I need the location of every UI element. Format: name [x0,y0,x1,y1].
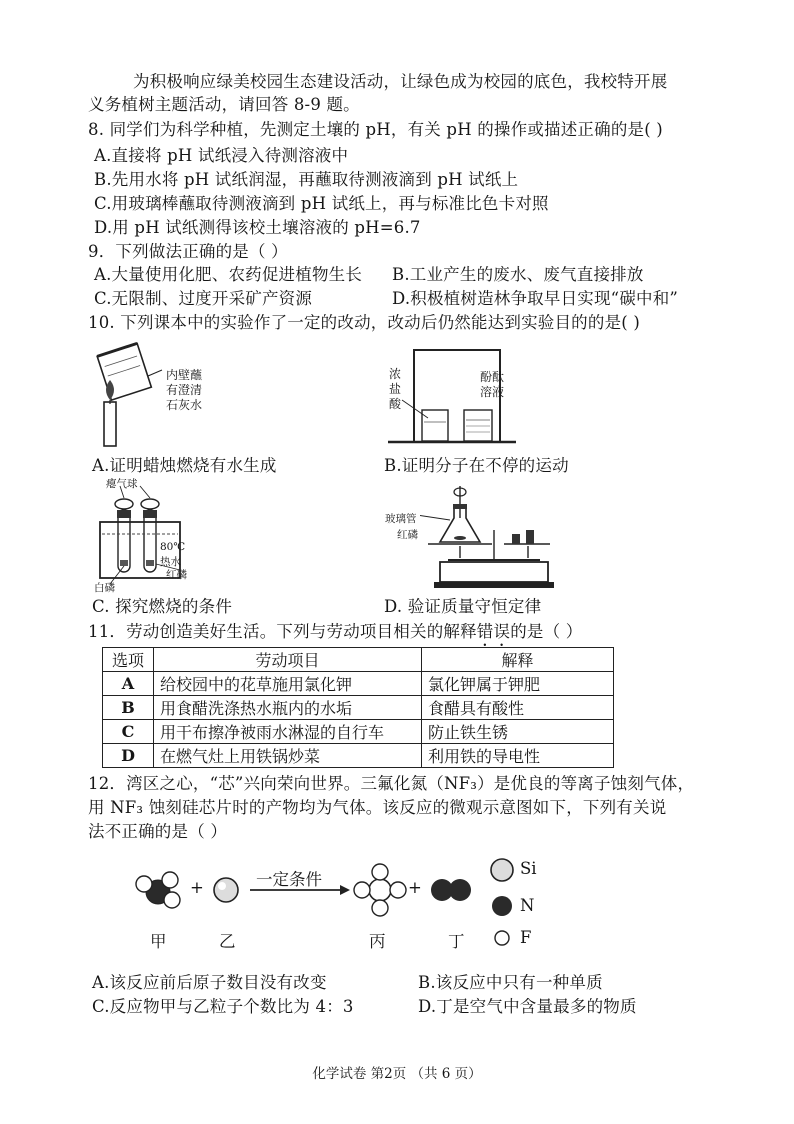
fig-d-tube-label: 玻璃管 [385,513,417,525]
q8-option-c: C.用玻璃棒蘸取待测液滴到 pH 试纸上，再与标准比色卡对照 [94,194,549,213]
legend-f: F [520,928,532,947]
fig-c-temp-label: 80℃ [160,541,186,553]
q11-stem [88,621,582,650]
q12-option-c: C.反应物甲与乙粒子个数比为 4：3 [92,997,354,1016]
q9-option-b: B.工业产生的废水、废气直接排放 [392,265,644,284]
table-cell: A [103,672,154,696]
q12-option-a: A.该反应前后原子数目没有改变 [92,973,327,992]
table-header: 选项 [103,648,154,672]
q12-line-3: 法不正确的是（ ） [88,822,228,841]
table-cell: 用食醋洗涤热水瓶内的水垢 [154,696,422,720]
fig-b-left-1: 浓 [389,367,402,381]
table-cell: 氯化钾属于钾肥 [422,672,614,696]
q9-option-c: C.无限制、过度开采矿产资源 [94,289,313,308]
table-header-row [103,648,614,672]
intro-line-1: 为积极响应绿美校园生态建设活动，让绿色成为校园的底色，我校特开展 [133,72,668,91]
label-jia: 甲 [150,932,167,951]
table-header: 劳动项目 [154,648,422,672]
q8-option-d: D.用 pH 试纸测得该校土壤溶液的 pH=6.7 [94,218,421,237]
table-cell: 利用铁的导电性 [422,744,614,768]
table-row [103,672,614,696]
table-cell: 用干布擦净被雨水淋湿的自行车 [154,720,422,744]
page-footer: 化学试卷 第2页 （共 6 页） [312,1066,482,1082]
fig-a-label-3: 石灰水 [166,398,203,412]
labor-table [102,647,614,768]
table-cell: D [103,744,154,768]
q12-option-d: D.丁是空气中含量最多的物质 [418,997,637,1016]
plus-sign-1: + [190,878,204,897]
fig-a-label-1: 内壁蘸 [166,368,203,382]
table-cell: 食醋具有酸性 [422,696,614,720]
reaction-condition: 一定条件 [256,870,322,889]
fig-a-label-2: 有澄清 [166,383,203,397]
q9-option-d: D.积极植树造林争取早日实现“碳中和” [392,289,679,308]
q12-line-1: 12．湾区之心，“芯”兴向荣向世界。三氟化氮（NF₃）是优良的等离子蚀刻气体， [88,774,695,793]
q12-option-b: B.该反应中只有一种单质 [418,973,603,992]
label-yi: 乙 [219,932,236,951]
table-cell: B [103,696,154,720]
q9-stem: 9．下列做法正确的是（ ） [88,242,288,261]
q10-option-a: A.证明蜡烛燃烧有水生成 [92,456,277,475]
fig-c-water-label: 热水 [160,556,181,568]
table-row [103,744,614,768]
q8-stem: 8. 同学们为科学种植，先测定土壤的 pH，有关 pH 的操作或描述正确的是( ) [88,120,663,139]
q11-stem-before: 11．劳动创造美好生活。下列与劳动项目相关的解释 [88,622,477,641]
q11-stem-emphasis: 错误 [476,622,511,641]
table-cell: C [103,720,154,744]
q9-option-a: A.大量使用化肥、农药促进植物生长 [94,265,363,284]
q12-line-2: 用 NF₃ 蚀刻硅芯片时的产物均为气体。该反应的微观示意图如下，下列有关说 [88,798,667,817]
table-row [103,696,614,720]
fig-b-right-1: 酚酞 [480,370,505,384]
fig-b-left-3: 酸 [389,397,402,411]
q10-option-b: B.证明分子在不停的运动 [384,456,569,475]
q10-option-c: C. 探究燃烧的条件 [92,597,233,616]
q10-option-d: D. 验证质量守恒定律 [384,597,542,616]
balance-figure [420,484,560,590]
q8-option-a: A.直接将 pH 试纸浸入待测溶液中 [94,146,349,165]
table-row [103,720,614,744]
fig-d-red-label: 红磷 [397,529,418,541]
q10-stem: 10. 下列课本中的实验作了一定的改动，改动后仍然能达到实验目的的是( ) [88,313,641,332]
table-cell: 给校园中的花草施用氯化钾 [154,672,422,696]
fig-c-balloon-label: 瘪气球 [106,478,138,490]
reaction-diagram [130,848,570,948]
fig-c-red-label: 红磷 [166,569,187,581]
table-cell: 在燃气灶上用铁锅炒菜 [154,744,422,768]
q8-option-b: B.先用水将 pH 试纸润湿，再蘸取待测液滴到 pH 试纸上 [94,170,519,189]
fig-c-white-label: 白磷 [94,582,115,594]
table-cell: 防止铁生锈 [422,720,614,744]
q11-stem-after: 的是（ ） [510,622,583,641]
legend-n: N [520,896,535,915]
plus-sign-2: + [408,878,422,897]
label-ding: 丁 [448,932,465,951]
label-bing: 丙 [369,932,386,951]
intro-line-2: 义务植树主题活动，请回答 8-9 题。 [88,95,360,114]
fig-b-left-2: 盐 [389,382,402,396]
table-header: 解释 [422,648,614,672]
fig-b-right-2: 溶液 [480,385,505,399]
legend-si: Si [520,859,537,878]
